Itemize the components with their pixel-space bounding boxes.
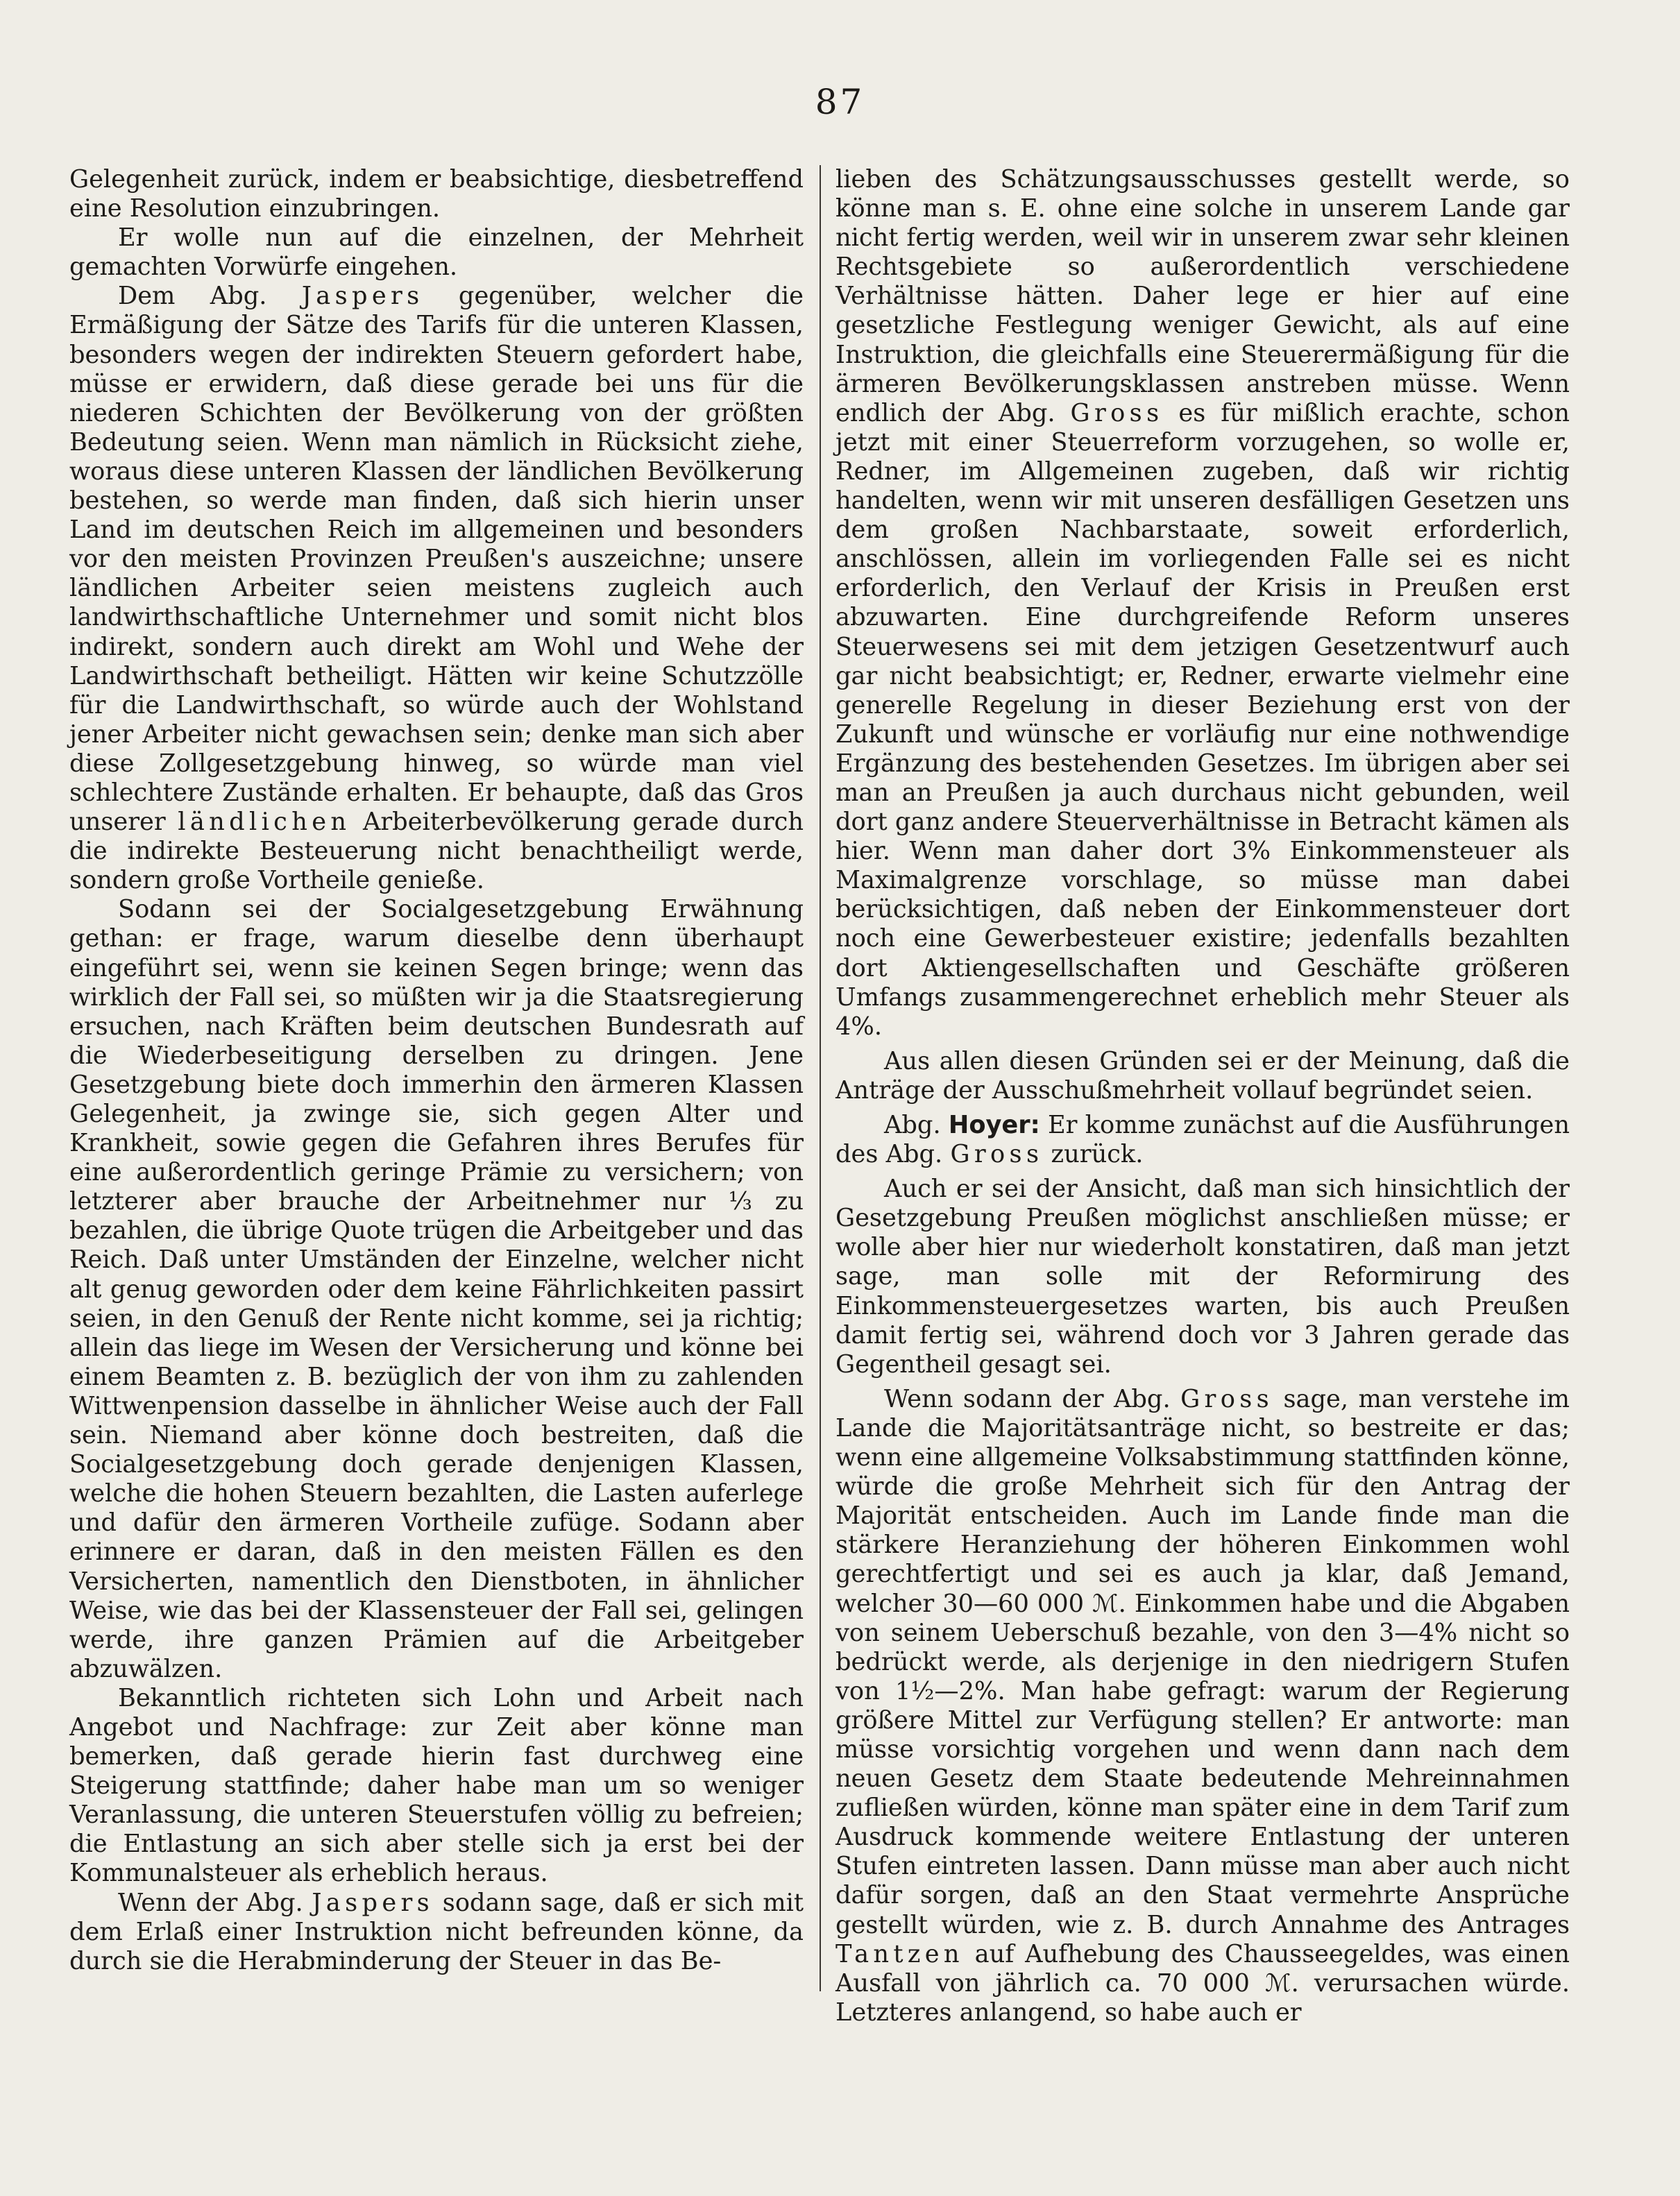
person-name: Gross [950, 1140, 1044, 1169]
text-run: Wenn der Abg. [118, 1888, 312, 1917]
text-run: Abg. [884, 1111, 949, 1139]
text-run: Wenn sodann der Abg. [884, 1384, 1181, 1413]
text-run: Er komme zunächst auf die Ausführungen des Abg. [835, 1111, 1570, 1169]
speaker-name: Hoyer: [948, 1111, 1040, 1139]
right-column [835, 165, 1570, 2027]
paragraph [835, 165, 1570, 1041]
text-run: lieben des Schätzungsausschusses gestellt werde, so könne man s. E. ohne eine solche in unserem Lande gar nicht fertig werden, weil wir in unserem zwar sehr kleinen Rechtsgebiete so außerordentlich verschiedene Verhältnisse hätten. Daher lege er hier auf eine gesetzliche Festlegung weniger Gewicht, als auf eine Instruktion, die gleichfalls eine Steuerermäßigung für die ärmeren Bevölkerungsklassen anstreben müsse. Wenn endlich der Abg. [835, 165, 1570, 427]
text-run: auf Aufhebung des Chausseegeldes, was einen Ausfall von jährlich ca. 70 000 ℳ. verursachen würde. Letzteres anlangend, so habe auch er [835, 1939, 1570, 2027]
text-run: zurück. [1043, 1140, 1144, 1169]
paragraph [835, 1111, 1570, 1169]
text-run: es für mißlich erachte, schon jetzt mit einer Steuerreform vorzugehen, so wolle er, Redner, im Allgemeinen zugeben, daß wir richtig handelten, wenn wir mit unseren desfälligen Gesetzen uns dem großen Nachbarstaate, soweit erforderlich, anschlössen, allein im vorliegenden Falle sei es nicht erforderlich, den Verlauf der Krisis in Preußen erst abzuwarten. Eine durchgreifende Reform unseres Steuerwesens sei mit dem jetzigen Gesetzentwurf auch gar nicht beabsichtigt; er, Redner, erwarte vielmehr eine generelle Regelung in dieser Beziehung erst von der Zukunft und wünsche er vorläufig nur eine nothwendige Ergänzung des bestehenden Gesetzes. Im übrigen aber sei man an Preußen ja auch durchaus nicht gebunden, weil dort ganz andere Steuerverhältnisse in Betracht kämen als hier. Wenn man daher dort 3% Einkommensteuer als Maximalgrenze vorschlage, so müsse man dabei berücksichtigen, daß neben der Einkommensteuer dort noch eine Gewerbesteuer existire; jedenfalls bezahlten dort Aktiengesellschaften und Geschäfte größeren Umfangs zusammengerechnet erheblich mehr Steuer als 4%. [835, 398, 1570, 1041]
paragraph: Bekanntlich richteten sich Lohn und Arbeit nach Angebot und Nachfrage: zur Zeit aber könne man bemerken, daß gerade hierin fast durchweg eine Steigerung stattfinde; daher habe man um so weniger Veranlassung, die unteren Steuerstufen völlig zu befreien; die Entlastung an sich aber stelle sich ja erst bei der Kommunalsteuer als erheblich heraus. [69, 1683, 804, 1888]
text-run: sage, man verstehe im Lande die Majoritätsanträge nicht, so bestreite er das; wenn eine allgemeine Volksabstimmung stattfinden könne, würde die große Mehrheit sich für den Antrag der Majorität entscheiden. Auch im Lande finde man die stärkere Heranziehung der höheren Einkommen wohl gerechtfertigt und sei es auch ja klar, daß Jemand, welcher 30—60 000 ℳ. Einkommen habe und die Abgaben von seinem Ueberschuß bezahle, von den 3—4% nicht so bedrückt werde, als derjenige in den niedrigern Stufen von 1½—2%. Man habe gefragt: warum der Regierung größere Mittel zur Verfügung stellen? Er antworte: man müsse vorsichtig vorgehen und wenn dann nach dem neuen Gesetz dem Staate bedeutende Mehreinnahmen zufließen würden, könne man später eine in dem Tarif zum Ausdruck kommende weitere Entlastung der unteren Stufen eintreten lassen. Dann müsse man aber auch nicht dafür sorgen, daß an den Staat vermehrte Ansprüche gestellt würden, wie z. B. durch Annahme des Antrages [835, 1384, 1570, 1939]
paragraph [69, 282, 804, 895]
person-name: Jaspers [312, 1888, 434, 1917]
paragraph: Er wolle nun auf die einzelnen, der Mehrheit gemachten Vorwürfe eingehen. [69, 223, 804, 282]
text-run: sodann sage, daß er sich mit dem Erlaß einer Instruktion nicht befreunden könne, da durch sie die Herabminderung der Steuer in das Be- [69, 1888, 804, 1975]
text-run: Dem Abg. [118, 282, 302, 311]
person-name: Gross [1180, 1384, 1274, 1413]
person-name: Gross [1070, 398, 1164, 427]
text-run: gegenüber, welcher die Ermäßigung der Sätze des Tarifs für die unteren Klassen, besonders wegen der indirekten Steuern gefordert habe, müsse er erwidern, daß diese gerade bei uns für die niederen Schichten der Bevölkerung von der größten Bedeutung seien. Wenn man nämlich in Rücksicht ziehe, woraus diese unteren Klassen der ländlichen Bevölkerung bestehen, so werde man finden, daß sich hierin unser Land im deutschen Reich im allgemeinen und besonders vor den meisten Provinzen Preußen's auszeichne; unsere ländlichen Arbeiter seien meistens zugleich auch landwirthschaftliche Unternehmer und somit nicht blos indirekt, sondern auch direkt am Wohl und Wehe der Landwirthschaft betheiligt. Hätten wir keine Schutzzölle für die Landwirthschaft, so würde auch der Wohlstand jener Arbeiter nicht gewachsen sein; denke man sich aber diese Zollgesetzgebung hinweg, so würde man viel schlechtere Zustände erhalten. Er behaupte, daß das Gros unserer [69, 282, 804, 837]
page-number: 87 [815, 82, 865, 122]
paragraph: Gelegenheit zurück, indem er beabsichtige, diesbetreffend eine Resolution einzubringen. [69, 165, 804, 223]
paragraph [835, 1385, 1570, 2027]
paragraph: Auch er sei der Ansicht, daß man sich hinsichtlich der Gesetzgebung Preußen möglichst anschließen müsse; er wolle aber hier nur wiederholt konstatiren, daß man jetzt sage, man solle mit der Reformirung des Einkommensteuergesetzes warten, bis auch Preußen damit fertig sei, während doch vor 3 Jahren gerade das Gegentheil gesagt sei. [835, 1175, 1570, 1379]
left-column [69, 165, 804, 1976]
person-name: Tantzen [835, 1939, 964, 1968]
emphasis: ländlichen [178, 808, 351, 837]
paragraph: Sodann sei der Socialgesetzgebung Erwähnung gethan: er frage, warum dieselbe denn überhaupt eingeführt sei, wenn sie keinen Segen bringe; wenn das wirklich der Fall sei, so müßten wir ja die Staatsregierung ersuchen, nach Kräften beim deutschen Bundesrath auf die Wiederbeseitigung derselben zu dringen. Jene Gesetzgebung biete doch immerhin den ärmeren Klassen Gelegenheit, ja zwinge sie, sich gegen Alter und Krankheit, sowie gegen die Gefahren ihres Berufes für eine außerordentlich geringe Prämie zu versichern; von letzterer aber brauche der Arbeitnehmer nur ⅓ zu bezahlen, die übrige Quote trügen die Arbeitgeber und das Reich. Daß unter Umständen der Einzelne, welcher nicht alt genug geworden oder dem keine Fährlichkeiten passirt seien, in den Genuß der Rente nicht komme, sei ja richtig; allein das liege im Wesen der Versicherung und könne bei einem Beamten z. B. bezüglich der von ihm zu zahlenden Wittwenpension dasselbe in ähnlicher Weise auch der Fall sein. Niemand aber könne doch bestreiten, daß die Socialgesetzgebung doch gerade denjenigen Klassen, welche die hohen Steuern bezahlten, die Lasten auferlege und dafür den ärmeren Vortheile zufüge. Sodann aber erinnere er daran, daß in den meisten Fällen es den Versicherten, namentlich den Dienstboten, in ähnlicher Weise, wie das bei der Klassensteuer der Fall sei, gelingen werde, ihre ganzen Prämien auf die Arbeitgeber abzuwälzen. [69, 895, 804, 1683]
column-divider [820, 165, 821, 1991]
text-run: Arbeiterbevölkerung gerade durch die indirekte Besteuerung nicht benachtheiligt werde, sondern große Vortheile genieße. [69, 808, 804, 895]
person-name: Jaspers [301, 282, 424, 311]
paragraph [69, 1889, 804, 1976]
paragraph: Aus allen diesen Gründen sei er der Meinung, daß die Anträge der Ausschußmehrheit vollauf begründet seien. [835, 1046, 1570, 1105]
